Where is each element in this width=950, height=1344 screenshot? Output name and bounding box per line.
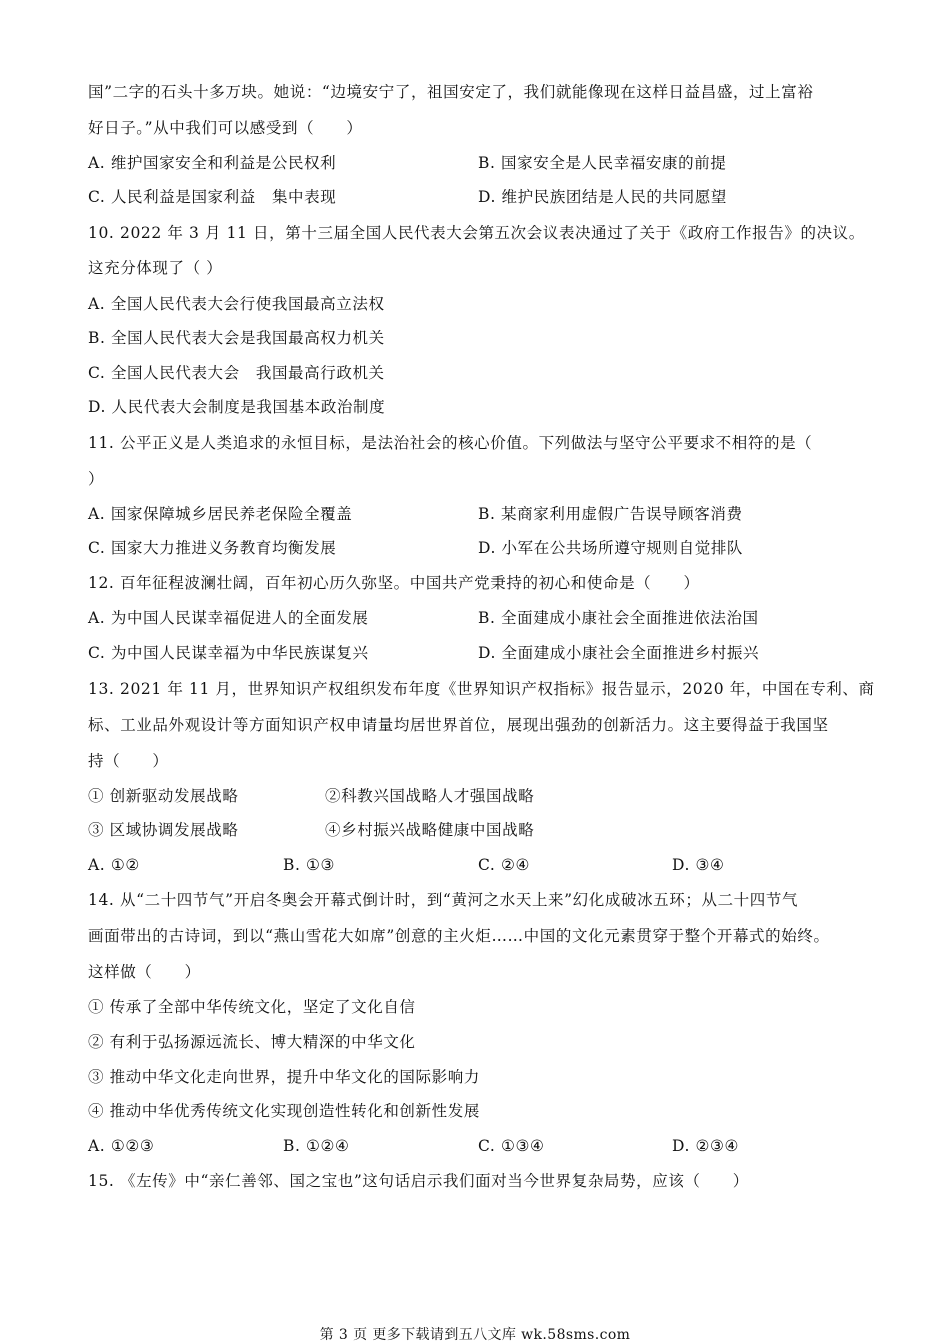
q14-text-line-2: 画面带出的古诗词，到以“燕山雪花大如席”创意的主火炬……中国的文化元素贯穿于整个开幕式的始终。 <box>88 927 830 945</box>
q15-text-line-1: 15. 《左传》中“亲仁善邻、国之宝也”这句话启示我们面对当今世界复杂局势，应该（ ） <box>88 1172 749 1190</box>
q10-text-line-1: 10. 2022 年 3 月 11 日，第十三届全国人民代表大会第五次会议表决通过了关于《政府工作报告》的决议。 <box>88 224 865 242</box>
q11-text-line-1: 11. 公平正义是人类追求的永恒目标，是法治社会的核心价值。下列做法与坚守公平要求不相符的是（ <box>88 434 813 452</box>
q13-statement-3: ③ 区域协调发展战略 <box>88 821 239 839</box>
q14-option-a: A. ①②③ <box>88 1137 155 1155</box>
q14-option-c: C. ①③④ <box>478 1137 545 1155</box>
q10-option-b: B. 全国人民代表大会是我国最高权力机关 <box>88 329 385 347</box>
q10-option-c: C. 全国人民代表大会 我国最高行政机关 <box>88 364 385 382</box>
q9-text-line-1: 国”二字的石头十多万块。她说：“边境安宁了，祖国安定了，我们就能像现在这样日益昌盛，过上富裕 <box>88 83 814 101</box>
q12-text-line-1: 12. 百年征程波澜壮阔，百年初心历久弥坚。中国共产党秉持的初心和使命是（ ） <box>88 574 700 592</box>
q13-option-c: C. ②④ <box>478 856 530 874</box>
q10-option-a: A. 全国人民代表大会行使我国最高立法权 <box>88 295 385 313</box>
q14-option-d: D. ②③④ <box>672 1137 740 1155</box>
q13-text-line-2: 标、工业品外观设计等方面知识产权申请量均居世界首位，展现出强劲的创新活力。这主要得益于我国坚 <box>88 716 829 734</box>
q11-option-d: D. 小军在公共场所遵守规则自觉排队 <box>478 539 744 557</box>
q11-option-a: A. 国家保障城乡居民养老保险全覆盖 <box>88 505 353 523</box>
q13-statement-2: ②科教兴国战略人才强国战略 <box>325 787 535 805</box>
page-footer: 第 3 页 更多下载请到五八文库 wk.58sms.com <box>319 1327 631 1343</box>
q13-text-line-3: 持（ ） <box>88 752 169 770</box>
q10-option-d: D. 人民代表大会制度是我国基本政治制度 <box>88 398 386 416</box>
q13-option-a: A. ①② <box>88 856 140 874</box>
q11-option-c: C. 国家大力推进义务教育均衡发展 <box>88 539 337 557</box>
q14-option-b: B. ①②④ <box>283 1137 350 1155</box>
q13-text-line-1: 13. 2021 年 11 月，世界知识产权组织发布年度《世界知识产权指标》报告显示，2020 年，中国在专利、商 <box>88 680 875 698</box>
q9-option-c: C. 人民利益是国家利益 集中表现 <box>88 188 337 206</box>
q9-option-a: A. 维护国家安全和利益是公民权利 <box>88 154 337 172</box>
q12-option-c: C. 为中国人民谋幸福为中华民族谋复兴 <box>88 644 369 662</box>
q11-text-line-2: ） <box>88 470 105 488</box>
q9-option-d: D. 维护民族团结是人民的共同愿望 <box>478 188 727 206</box>
q14-statement-4: ④ 推动中华优秀传统文化实现创造性转化和创新性发展 <box>88 1102 480 1120</box>
q11-option-b: B. 某商家利用虚假广告误导顾客消费 <box>478 505 743 523</box>
q10-text-line-2: 这充分体现了（ ） <box>88 259 223 277</box>
q13-option-d: D. ③④ <box>672 856 725 874</box>
q12-option-b: B. 全面建成小康社会全面推进依法治国 <box>478 609 759 627</box>
q14-text-line-3: 这样做（ ） <box>88 963 201 981</box>
q13-statement-1: ① 创新驱动发展战略 <box>88 787 239 805</box>
q14-statement-1: ① 传承了全部中华传统文化，坚定了文化自信 <box>88 998 416 1016</box>
q14-statement-3: ③ 推动中华文化走向世界，提升中华文化的国际影响力 <box>88 1068 480 1086</box>
q12-option-d: D. 全面建成小康社会全面推进乡村振兴 <box>478 644 760 662</box>
q13-option-b: B. ①③ <box>283 856 336 874</box>
q9-text-line-2: 好日子。”从中我们可以感受到（ ） <box>88 119 363 137</box>
q9-option-b: B. 国家安全是人民幸福安康的前提 <box>478 154 727 172</box>
q14-statement-2: ② 有利于弘扬源远流长、博大精深的中华文化 <box>88 1033 416 1051</box>
q12-option-a: A. 为中国人民谋幸福促进人的全面发展 <box>88 609 369 627</box>
q14-text-line-1: 14. 从“二十四节气”开启冬奥会开幕式倒计时，到“黄河之水天上来”幻化成破冰五环；从二十四节气 <box>88 891 799 909</box>
q13-statement-4: ④乡村振兴战略健康中国战略 <box>325 821 535 839</box>
